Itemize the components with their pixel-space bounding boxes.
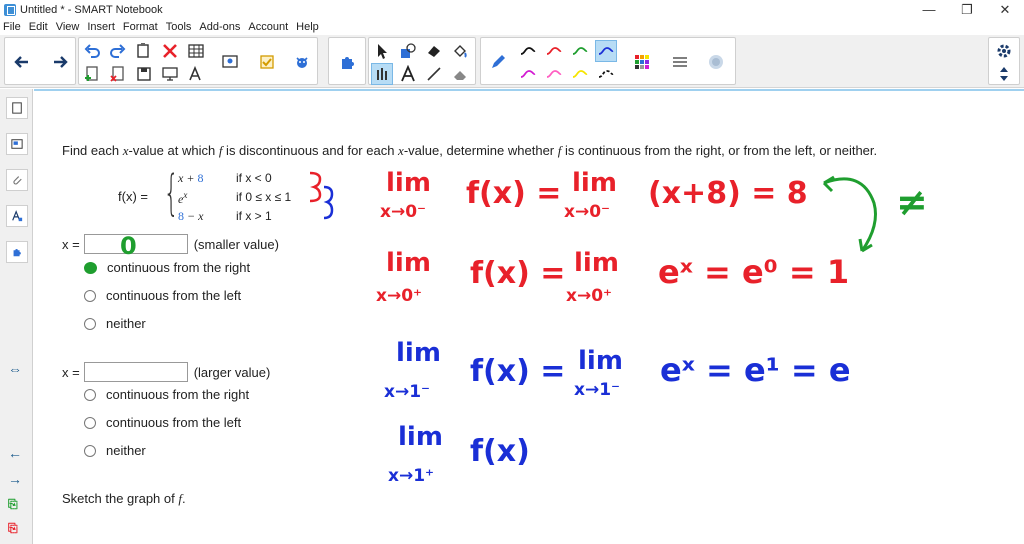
option-label: continuous from the left [106,415,242,430]
menu-help[interactable]: Help [296,21,319,33]
checklist-icon [258,53,276,71]
case-3-expr: 8 − x [178,209,204,223]
case-3-cond: if x > 1 [236,209,272,223]
shapes-icon [399,42,417,60]
blob-icon [425,42,443,60]
red-sub-2: x→0⁺ [376,286,423,306]
resize-sidebar-icon[interactable]: ⇔ [8,361,22,377]
part1-x-label: x = [62,236,80,252]
delete-page-button[interactable] [107,63,129,85]
pen-yellow[interactable] [569,63,591,85]
page-icon [11,102,23,114]
text-a-icon [187,65,205,83]
undo-button[interactable] [81,40,103,62]
blue-fx-1: f(x) = [470,354,566,389]
blue-sub-1b: x→1⁻ [574,380,621,400]
pen-magenta[interactable] [517,63,539,85]
paste-button[interactable] [133,40,155,62]
next-page-icon[interactable]: → [8,471,22,487]
transparency-button[interactable] [705,51,727,73]
title-bar [0,0,1024,19]
palette-icon [633,53,651,71]
pens-icon [373,65,391,83]
delete-page-icon [109,65,127,83]
up-down-arrows-icon [995,65,1013,83]
pen-pink[interactable] [543,63,565,85]
add-page-icon [83,65,101,83]
edit-group [78,37,318,85]
settings-button[interactable] [993,40,1015,62]
line-style-button[interactable] [669,51,691,73]
red-fx-2: f(x) = [470,256,566,291]
blue-lim-1: lim [396,338,441,368]
paste-icon [135,42,153,60]
menu-insert[interactable]: Insert [87,21,115,33]
pen-type-button[interactable] [487,51,509,73]
magic-pen-button[interactable] [423,40,445,62]
blue-sub-2: x→1⁺ [388,466,435,486]
piecewise-brace: { [163,165,179,221]
back-button[interactable] [11,51,33,73]
monster-icon [293,53,311,71]
red-sub-2b: x→0⁺ [566,286,613,306]
blue-lim-1b: lim [578,346,623,376]
stroke-black-icon [519,42,537,60]
properties-tab[interactable] [6,205,28,227]
eraser-icon [451,65,469,83]
undo-icon [83,42,101,60]
menu-edit[interactable]: Edit [28,21,48,33]
option-label: continuous from the left [106,288,242,303]
stroke-magenta-icon [519,65,537,83]
smart-lab-button[interactable] [291,51,313,73]
stroke-pink-icon [545,65,563,83]
pen-red[interactable] [543,40,565,62]
main-toolbar [0,35,1024,88]
red-lim-1b: lim [572,168,617,198]
activity-builder-button[interactable] [256,51,278,73]
pen-black[interactable] [517,40,539,62]
puzzle-icon [338,53,356,71]
red-end-2: eˣ = e⁰ = 1 [658,253,850,291]
function-label: f(x) = [118,189,148,204]
green-zero-answer: 0 [120,232,137,260]
part2-hint: (larger value) [193,364,271,380]
redo-icon [109,42,127,60]
fill-tool-button[interactable] [449,40,471,62]
pen-dashed[interactable] [595,63,617,85]
red-lim-2: lim [386,248,431,278]
add-page-icon[interactable]: ⎘ [8,497,18,511]
part2-x-label: x = [62,364,80,380]
screen-icon [161,65,179,83]
select-arrow-icon [373,42,391,60]
smart-notebook-app-icon [4,4,16,16]
document-camera-button[interactable] [219,51,241,73]
fill-bucket-icon [451,42,469,60]
table-icon [187,42,205,60]
restore-button[interactable]: ❐ [961,1,973,17]
stroke-green-icon [571,42,589,60]
menu-account[interactable]: Account [248,21,289,33]
shape-tool-button[interactable] [397,40,419,62]
previous-page-icon[interactable]: ← [8,445,22,461]
sketch-instruction: Sketch the graph of f. [62,491,186,506]
red-lim-1: lim [386,168,431,198]
sidebar [0,89,33,544]
red-fx-1: f(x) = [466,176,562,211]
part1-hint: (smaller value) [193,236,279,252]
forward-button[interactable] [49,51,71,73]
green-not-equal: ≠ [896,180,928,224]
add-page-button[interactable] [81,63,103,85]
menu-file[interactable]: File [3,21,21,33]
add-ons-button[interactable] [336,51,358,73]
nav-group [4,37,76,85]
save-button[interactable] [133,63,155,85]
settings-group [988,37,1020,85]
window-controls [910,0,1024,19]
blue-end-1: eˣ = e¹ = e [660,351,851,389]
minimize-button[interactable]: — [922,2,936,17]
case-2-cond: if 0 ≤ x ≤ 1 [236,190,292,204]
red-end-1: (x+8) = 8 [648,176,808,211]
blue-fx-2: f(x) [470,434,530,469]
case-1-expr: x + 8 [178,171,204,185]
puzzle-small-icon [11,246,23,258]
blue-brace-mark [324,187,332,218]
stroke-red-icon [545,42,563,60]
option-label: continuous from the right [107,260,251,275]
window-title: Untitled * - SMART Notebook [20,3,163,16]
eraser-tool-button[interactable] [449,63,471,85]
ink-annotations[interactable] [34,91,1024,544]
toolbar-position-button[interactable] [993,63,1015,85]
pen-blue[interactable] [595,40,617,62]
page-sorter-tab[interactable] [6,97,28,119]
pen-tool-button[interactable] [371,63,393,85]
arrow-left-icon [13,53,31,71]
menu-format[interactable]: Format [122,21,158,33]
attachments-tab[interactable] [6,169,28,191]
stroke-blue-icon [597,42,615,60]
save-icon [135,65,153,83]
menu-view[interactable]: View [55,21,80,33]
gear-icon [995,42,1013,60]
case-2-expr: $e^x$ [178,190,188,206]
gallery-tab[interactable] [6,133,28,155]
redo-button[interactable] [107,40,129,62]
text-a-icon-2 [399,65,417,83]
color-palette-button[interactable] [631,51,653,73]
menu-addons[interactable]: Add-ons [199,21,241,33]
text-tool-button[interactable] [185,63,207,85]
menu-bar [0,19,1024,35]
close-button[interactable]: ✕ [999,1,1011,17]
red-brace-mark [310,173,320,201]
cloud-icon [707,53,725,71]
screen-shade-button[interactable] [159,63,181,85]
line-tool-button[interactable] [423,63,445,85]
delete-page-side-icon[interactable]: ⎘ [8,521,18,535]
text-tool-2-button[interactable] [397,63,419,85]
pen-green[interactable] [569,40,591,62]
option-label: neither [106,316,146,331]
question-text: Find each x-value at which f is discontinuous and for each x-value, determine whether f is continuous from the right, or from the left, or neither. [62,143,878,158]
select-tool-button[interactable] [371,40,393,62]
delete-button[interactable] [159,40,181,62]
blue-sub-1: x→1⁻ [384,382,431,402]
delete-icon [161,42,179,60]
red-sub-1b: x→0⁻ [564,202,611,222]
pencil-icon [489,53,507,71]
menu-tools[interactable]: Tools [165,21,192,33]
document-camera-icon [221,53,239,71]
red-lim-2b: lim [574,248,619,278]
add-ons-tab[interactable] [6,241,28,263]
option-label: continuous from the right [106,387,250,402]
case-1-cond: if x < 0 [236,171,272,185]
blue-lim-2: lim [398,422,443,452]
line-style-icon [671,53,689,71]
pen-properties-group [480,37,736,85]
arrow-right-icon [51,53,69,71]
option-label: neither [106,443,146,458]
tools-group [368,37,476,85]
stroke-yellow-icon [571,65,589,83]
red-sub-1: x→0⁻ [380,202,427,222]
shapes-group [328,37,366,85]
gallery-icon [11,138,23,150]
properties-icon [11,210,23,222]
table-button[interactable] [185,40,207,62]
green-arrow-head-top [824,177,834,191]
stroke-dashed-icon [597,65,615,83]
paperclip-icon [11,174,23,186]
line-icon [425,65,443,83]
